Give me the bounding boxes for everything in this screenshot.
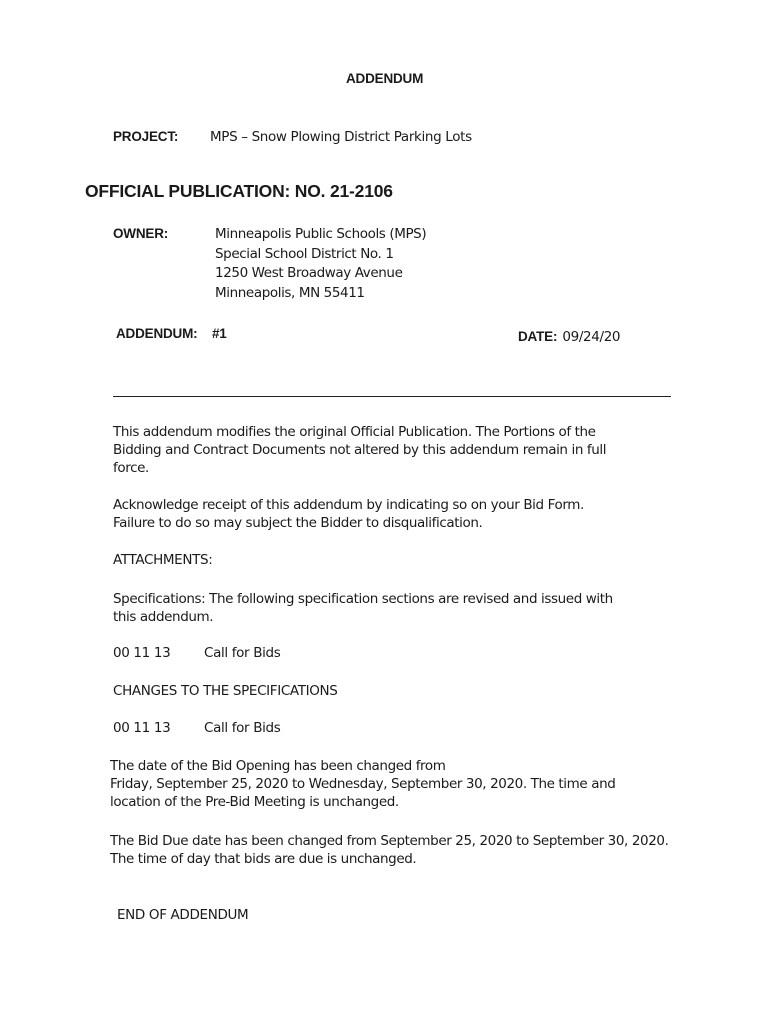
owner-address — [215, 225, 426, 304]
addendum-number: #1 — [212, 326, 227, 341]
intro-line: Bidding and Contract Documents not altered by this addendum remain in full — [113, 442, 607, 458]
date-label: DATE: — [518, 329, 558, 344]
horizontal-rule — [113, 396, 671, 397]
owner-line: Special School District No. 1 — [215, 245, 394, 262]
acknowledge-line: Failure to do so may subject the Bidder to disqualification. — [113, 515, 483, 531]
owner-line: Minneapolis Public Schools (MPS) — [215, 226, 427, 242]
changes-heading: CHANGES TO THE SPECIFICATIONS — [113, 683, 338, 699]
document-title: ADDENDUM — [346, 71, 424, 86]
intro-line: force. — [113, 460, 149, 476]
bid-opening-paragraph — [110, 757, 615, 811]
bid-opening-line: The date of the Bid Opening has been changed from — [110, 758, 446, 774]
date-value: 09/24/20 — [562, 329, 621, 345]
bid-due-paragraph — [110, 832, 668, 868]
owner-line: Minneapolis, MN 55411 — [215, 285, 365, 302]
addendum-label: ADDENDUM: — [116, 326, 198, 341]
bid-due-line: The Bid Due date has been changed from September 25, 2020 to September 30, 2020. — [110, 833, 669, 849]
owner-label: OWNER: — [113, 226, 169, 241]
publication-heading: OFFICIAL PUBLICATION: NO. 21-2106 — [85, 181, 393, 201]
end-of-addendum: END OF ADDENDUM — [117, 907, 249, 923]
section-code: 00 11 13 — [113, 720, 171, 736]
owner-line: 1250 West Broadway Avenue — [215, 265, 403, 282]
bid-opening-line: location of the Pre-Bid Meeting is unchanged. — [110, 794, 399, 810]
project-value: MPS – Snow Plowing District Parking Lots — [210, 129, 472, 145]
specifications-paragraph — [113, 590, 613, 626]
section-title: Call for Bids — [204, 720, 281, 736]
section-code: 00 11 13 — [113, 645, 171, 661]
attachments-heading: ATTACHMENTS: — [113, 552, 213, 568]
acknowledge-line: Acknowledge receipt of this addendum by indicating so on your Bid Form. — [113, 497, 584, 513]
addendum-date — [518, 326, 620, 345]
intro-paragraph — [113, 423, 606, 477]
project-label: PROJECT: — [113, 129, 179, 144]
specifications-line: this addendum. — [113, 609, 214, 625]
bid-due-line: The time of day that bids are due is unchanged. — [110, 851, 417, 867]
section-title: Call for Bids — [204, 645, 281, 661]
bid-opening-line: Friday, September 25, 2020 to Wednesday, September 30, 2020. The time and — [110, 776, 616, 792]
acknowledge-paragraph — [113, 496, 584, 532]
intro-line: This addendum modifies the original Official Publication. The Portions of the — [113, 424, 596, 440]
specifications-line: Specifications: The following specification sections are revised and issued with — [113, 591, 613, 607]
